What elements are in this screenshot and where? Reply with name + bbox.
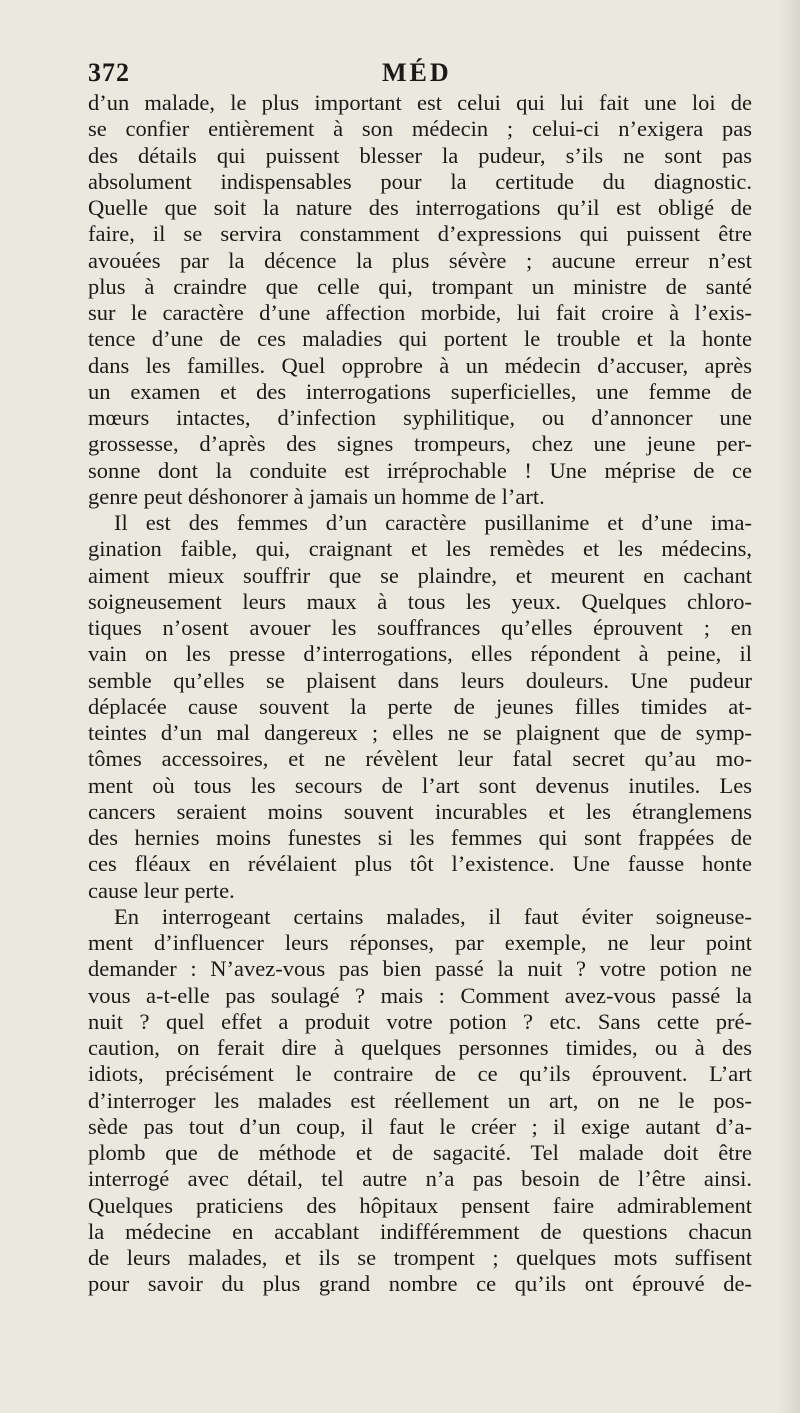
text-line: vain on les presse d’interrogations, elles répondent à peine, il (88, 641, 752, 667)
text-line: avouées par la décence la plus sévère ; aucune erreur n’est (88, 247, 752, 273)
body-text (88, 90, 752, 1298)
text-line: Il est des femmes d’un caractère pusillanime et d’une ima- (114, 510, 752, 535)
text-line: grossesse, d’après des signes trompeurs, chez une jeune per- (88, 431, 752, 457)
text-line: plus à craindre que celle qui, trompant un ministre de santé (88, 273, 752, 299)
text-line: sur le caractère d’une affection morbide, lui fait croire à l’exis- (88, 300, 752, 325)
text-line: vous a-t-elle pas soulagé ? mais : Comment avez-vous passé la (88, 982, 752, 1008)
text-line: des détails qui puissent blesser la pudeur, s’ils ne sont pas (88, 142, 752, 168)
text-line: faire, il se servira constamment d’expressions qui puissent être (88, 221, 752, 247)
text-line: plomb que de méthode et de sagacité. Tel malade doit être (88, 1140, 752, 1165)
text-line: Quelle que soit la nature des interrogations qu’il est obligé de (88, 195, 752, 220)
text-line: interrogé avec détail, tel autre n’a pas besoin de l’être ainsi. (88, 1166, 752, 1192)
text-line: se confier entièrement à son médecin ; celui-ci n’exigera pas (88, 116, 752, 142)
text-line: d’un malade, le plus important est celui qui lui fait une loi de (88, 90, 752, 115)
text-line: de leurs malades, et ils se trompent ; quelques mots suffisent (88, 1245, 752, 1270)
text-line: genre peut déshonorer à jamais un homme de l’art. (88, 483, 545, 509)
text-line: cause leur perte. (88, 877, 235, 903)
text-line: aiment mieux souffrir que se plaindre, et meurent en cachant (88, 562, 752, 588)
text-line: pour savoir du plus grand nombre ce qu’ils ont éprouvé de- (88, 1271, 752, 1297)
text-line: En interrogeant certains malades, il faut éviter soigneuse- (114, 903, 752, 929)
text-line: ment d’influencer leurs réponses, par exemple, ne leur point (88, 930, 752, 955)
text-line: semble qu’elles se plaisent dans leurs douleurs. Une pudeur (88, 667, 752, 693)
text-line: tiques n’osent avouer les souffrances qu’elles éprouvent ; en (88, 615, 752, 640)
text-line: ces fléaux en révélaient plus tôt l’existence. Une fausse honte (88, 851, 752, 877)
text-line: gination faible, qui, craignant et les remèdes et les médecins, (88, 536, 752, 562)
text-line: tence d’une de ces maladies qui portent le trouble et la honte (88, 326, 752, 352)
text-line: un examen et des interrogations superficielles, une femme de (88, 378, 752, 404)
text-line: mœurs intactes, d’infection syphilitique, ou d’annoncer une (88, 405, 752, 430)
text-line: sonne dont la conduite est irréprochable ! Une méprise de ce (88, 457, 752, 483)
running-head: MÉD (382, 58, 452, 87)
text-line: soigneusement leurs maux à tous les yeux. Quelques chloro- (88, 588, 752, 614)
text-line: des hernies moins funestes si les femmes qui sont frappées de (88, 825, 752, 850)
text-line: tômes accessoires, et ne révèlent leur fatal secret qu’au mo- (88, 746, 752, 772)
text-line: nuit ? quel effet a produit votre potion ? etc. Sans cette pré- (88, 1008, 752, 1034)
text-line: la médecine en accablant indifféremment de questions chacun (88, 1218, 752, 1244)
text-line: dans les familles. Quel opprobre à un médecin d’accuser, après (88, 352, 752, 378)
page-header (88, 58, 752, 94)
text-line: demander : N’avez-vous pas bien passé la nuit ? votre potion ne (88, 956, 752, 982)
text-line: ment où tous les secours de l’art sont devenus inutiles. Les (88, 772, 752, 798)
page-edge-shadow (778, 0, 800, 1413)
text-line: d’interroger les malades est réellement un art, on ne le pos- (88, 1087, 752, 1113)
text-line: absolument indispensables pour la certitude du diagnostic. (88, 168, 752, 194)
text-line: Quelques praticiens des hôpitaux pensent faire admirablement (88, 1192, 752, 1218)
text-line: caution, on ferait dire à quelques personnes timides, ou à des (88, 1035, 752, 1060)
text-line: idiots, précisément le contraire de ce qu’ils éprouvent. L’art (88, 1061, 752, 1087)
text-line: cancers seraient moins souvent incurables et les étranglemens (88, 798, 752, 824)
text-line: sède pas tout d’un coup, il faut le créer ; il exige autant d’a- (88, 1113, 752, 1139)
text-line: teintes d’un mal dangereux ; elles ne se plaignent que de symp- (88, 720, 752, 745)
page-number: 372 (88, 58, 130, 87)
text-line: déplacée cause souvent la perte de jeunes filles timides at- (88, 693, 752, 719)
